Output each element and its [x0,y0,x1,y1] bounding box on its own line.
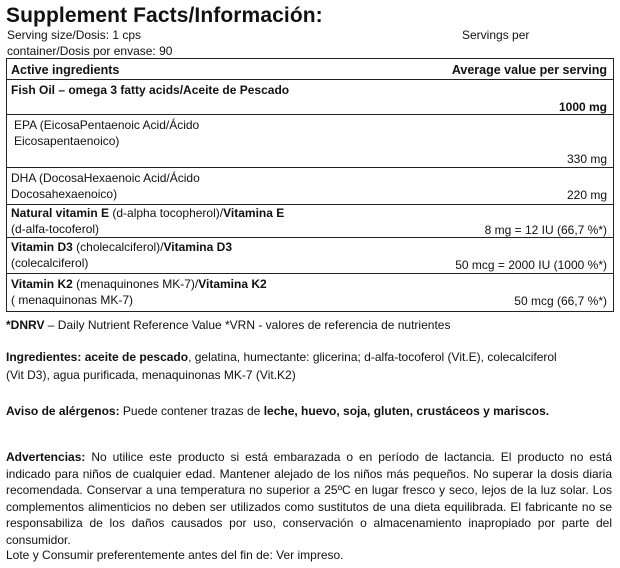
warnings-section: Advertencias: No utilice este producto si está embarazada o en período de lactancia. El producto no está indicado para niños de cualquier edad. Mantener alejado de los niños más pequeños. No superar la dosis diaria recomendada. Conservar a una temperatura no superior a 25ºC en lugar fresco y seco, lejos de la luz solar. Los complementos alimenticios no deben ser utilizados como sustitutos de una dieta equilibrada. El fabricante no se responsabiliza de los daños causados por uso, conservación o almacenamiento inapropiado por parte del consumidor. [6,450,612,547]
table-header [7,59,613,80]
ingredient-value: 8 mg = 12 IU (66,7 %*) [484,223,607,237]
ingredient-value: 330 mg [566,152,607,166]
table-row [7,205,613,238]
dnrv-footnote: *DNRV – Daily Nutrient Reference Value *VRN - valores de referencia de nutrientes [6,318,451,332]
supplement-facts-table [6,58,614,312]
table-row [7,115,613,168]
header-average-value: Average value per serving [451,63,607,77]
ingredient-name: EPA (EicosaPentaenoic Acid/Ácido Eicosapentaenoico) [14,118,200,148]
ingredients-section: Ingredientes: aceite de pescado, gelatina, humectante: glicerina; d-alfa-tocoferol (Vit.E), colecalciferol (Vit D3), agua purificada, menaquinonas MK-7 (Vit.K2) [6,350,557,382]
ingredient-name: Natural vitamin E (d-alpha tocopherol)/Vitamina E (d-alfa-tocoferol) [11,206,285,236]
ingredient-value: 50 mcg (66,7 %*) [514,294,607,308]
ingredient-name: DHA (DocosaHexaenoic Acid/Ácido Docosahexaenoico) [11,171,200,201]
table-row [7,238,613,274]
ingredient-value: 1000 mg [558,100,607,114]
table-row [7,168,613,205]
allergens-label: Aviso de alérgenos: [6,404,120,418]
servings-per-label: Servings per [462,28,530,42]
ingredient-name: Vitamin K2 (menaquinones MK-7)/Vitamina K2 ( menaquinonas MK-7) [11,277,267,307]
ingredient-value: 50 mcg = 2000 IU (1000 %*) [455,258,607,272]
lot-text: Lote y Consumir preferentemente antes del fin de: Ver impreso. [6,548,344,562]
ingredient-name: Fish Oil – omega 3 fatty acids/Aceite de Pescado [11,83,290,97]
table-row [7,80,613,115]
header-active-ingredients: Active ingredients [11,63,120,77]
allergens-section: Aviso de alérgenos: Puede contener trazas de leche, huevo, soja, gluten, crustáceos y mariscos. [6,404,550,418]
ingredient-name: Vitamin D3 (cholecalciferol)/Vitamina D3 (colecalciferol) [11,240,232,270]
ingredient-value: 220 mg [566,188,607,202]
ingredients-label: Ingredientes: [6,350,82,364]
page-title: Supplement Facts/Información: [6,4,323,27]
warnings-label: Advertencias: [6,450,86,464]
servings-per-container: container/Dosis por envase: 90 [7,44,173,58]
serving-size: Serving size/Dosis: 1 cps [7,28,142,42]
table-row [7,274,613,311]
